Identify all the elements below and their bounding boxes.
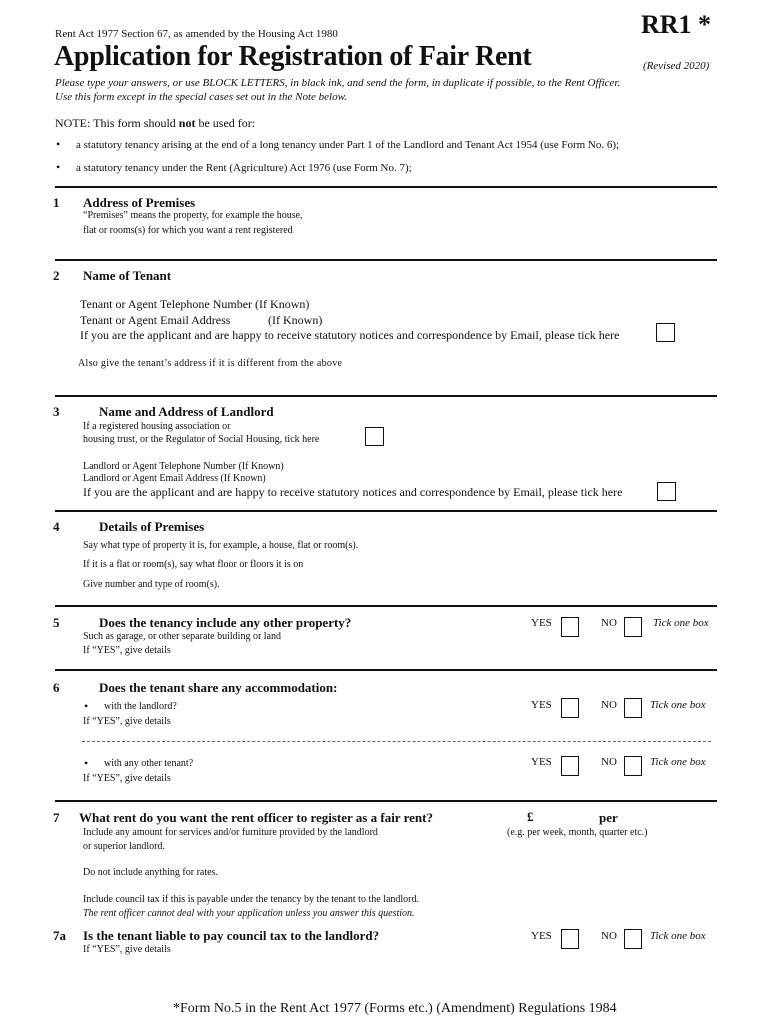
section-heading: Name and Address of Landlord — [99, 404, 274, 419]
rent-period-label: per — [599, 810, 618, 825]
section-description: If “YES”, give details — [83, 645, 171, 656]
rent-period-hint: (e.g. per week, month, quarter etc.) — [507, 827, 648, 838]
footer-reference: *Form No.5 in the Rent Act 1977 (Forms etc.) (Amendment) Regulations 1984 — [173, 1001, 617, 1016]
section-number: 5 — [53, 615, 60, 630]
section-divider — [55, 259, 717, 261]
s5-no-checkbox[interactable] — [624, 617, 642, 637]
section-heading: Is the tenant liable to pay council tax to the landlord? — [83, 928, 380, 943]
no-label: NO — [601, 930, 617, 942]
s5-yes-checkbox[interactable] — [561, 617, 579, 637]
s7a-yes-checkbox[interactable] — [561, 929, 579, 949]
housing-association-label: If a registered housing association or — [83, 421, 231, 432]
yes-label: YES — [531, 617, 552, 629]
section-description: If “YES”, give details — [83, 773, 171, 784]
council-tax-note: Include council tax if this is payable under the tenancy by the tenant to the landlord. — [83, 894, 420, 905]
share-with-tenant-label: with any other tenant? — [104, 758, 194, 769]
tenant-email-consent-checkbox[interactable] — [656, 323, 675, 342]
section-description: “Premises” means the property, for example the house, — [83, 210, 303, 221]
revised-date: (Revised 2020) — [643, 60, 710, 72]
section-heading: Does the tenant share any accommodation: — [99, 680, 338, 695]
section-heading: Does the tenancy include any other property? — [99, 615, 352, 630]
tick-one-box-hint: Tick one box — [650, 930, 706, 942]
form-code: RR1 * — [641, 10, 712, 39]
page-title: Application for Registration of Fair Rent — [54, 41, 532, 72]
tenant-address-note: Also give the tenant’s address if it is different from the above — [78, 358, 343, 369]
section-number: 4 — [53, 519, 60, 534]
tick-one-box-hint: Tick one box — [650, 699, 706, 711]
share-with-landlord-label: with the landlord? — [104, 701, 177, 712]
instructions-line-1: Please type your answers, or use BLOCK LETTERS, in black ink, and send the form, in duplicate if possible, to the Rent Officer. — [55, 77, 621, 89]
landlord-email-consent: If you are the applicant and are happy to receive statutory notices and correspondence by Email, please tick here — [83, 485, 623, 499]
section-divider — [55, 800, 717, 802]
yes-label: YES — [531, 756, 552, 768]
council-tax-warning: The rent officer cannot deal with your application unless you answer this question. — [83, 908, 415, 919]
housing-association-checkbox[interactable] — [365, 427, 384, 446]
section-heading: Name of Tenant — [83, 268, 172, 283]
instructions-line-2: Use this form except in the special cases set out in the Note below. — [55, 91, 347, 103]
note-bullet-1: a statutory tenancy arising at the end of a long tenancy under Part 1 of the Landlord and Tenant Act 1954 (use Form No. 6); — [76, 139, 620, 151]
section-number: 3 — [53, 404, 60, 419]
premises-detail-line: If it is a flat or room(s), say what floor or floors it is on — [83, 559, 304, 570]
tenant-email-hint: (If Known) — [268, 313, 323, 327]
note-text: NOTE: This form should not be used for: — [55, 116, 256, 130]
s7a-no-checkbox[interactable] — [624, 929, 642, 949]
s6b-no-checkbox[interactable] — [624, 756, 642, 776]
section-description: Include any amount for services and/or furniture provided by the landlord — [83, 827, 378, 838]
section-divider — [55, 669, 717, 671]
rates-note: Do not include anything for rates. — [83, 867, 218, 878]
bullet-icon: • — [56, 160, 61, 174]
section-description: If “YES”, give details — [83, 944, 171, 955]
section-number: 1 — [53, 195, 60, 210]
landlord-email-consent-checkbox[interactable] — [657, 482, 676, 501]
section-number: 7 — [53, 810, 60, 825]
s6b-yes-checkbox[interactable] — [561, 756, 579, 776]
bullet-icon: • — [56, 137, 61, 151]
section-description: or superior landlord. — [83, 841, 165, 852]
tick-one-box-hint: Tick one box — [650, 756, 706, 768]
section-divider — [55, 186, 717, 188]
tick-one-box-hint: Tick one box — [653, 617, 709, 629]
section-divider — [55, 605, 717, 607]
section-description: Such as garage, or other separate building or land — [83, 631, 281, 642]
no-label: NO — [601, 617, 617, 629]
bullet-icon: • — [84, 756, 89, 770]
act-reference: Rent Act 1977 Section 67, as amended by the Housing Act 1980 — [55, 28, 338, 40]
s6a-no-checkbox[interactable] — [624, 698, 642, 718]
premises-detail-line: Say what type of property it is, for example, a house, flat or room(s). — [83, 540, 359, 551]
section-divider — [55, 510, 717, 512]
bullet-icon: • — [84, 699, 89, 713]
yes-label: YES — [531, 699, 552, 711]
section-heading: Address of Premises — [83, 195, 196, 210]
tenant-email-consent: If you are the applicant and are happy to receive statutory notices and correspondence by Email, please tick here — [80, 328, 620, 342]
landlord-email-label: Landlord or Agent Email Address (If Known) — [83, 473, 266, 484]
section-heading: What rent do you want the rent officer to register as a fair rent? — [79, 810, 433, 825]
no-label: NO — [601, 699, 617, 711]
premises-detail-line: Give number and type of room(s). — [83, 579, 220, 590]
no-label: NO — [601, 756, 617, 768]
pound-sign: £ — [527, 809, 534, 824]
yes-label: YES — [531, 930, 552, 942]
landlord-phone-label: Landlord or Agent Telephone Number (If Known) — [83, 461, 284, 472]
note-bullet-2: a statutory tenancy under the Rent (Agriculture) Act 1976 (use Form No. 7); — [76, 162, 412, 174]
tenant-phone-label: Tenant or Agent Telephone Number (If Known) — [80, 297, 310, 311]
section-heading: Details of Premises — [99, 519, 205, 534]
dashed-divider — [82, 741, 711, 742]
housing-association-label: housing trust, or the Regulator of Social Housing, tick here — [83, 434, 320, 445]
section-number: 7a — [53, 928, 66, 943]
section-number: 6 — [53, 680, 60, 695]
tenant-email-label: Tenant or Agent Email Address — [80, 313, 231, 327]
section-description: If “YES”, give details — [83, 716, 171, 727]
s6a-yes-checkbox[interactable] — [561, 698, 579, 718]
section-number: 2 — [53, 268, 60, 283]
section-divider — [55, 395, 717, 397]
section-description: flat or rooms(s) for which you want a rent registered — [83, 225, 293, 236]
